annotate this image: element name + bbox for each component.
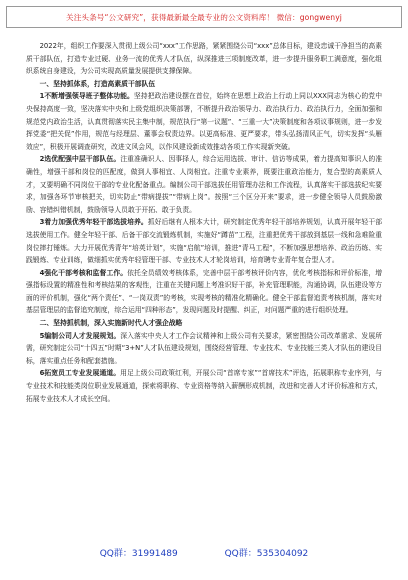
paragraph-text: 抓好后继有人根本大计，研究制定优秀年轻干部培养规划，认真开展年轻干部选拔使用工作。健全年轻干部、后备干部交流锻炼机制，实施好“蹲苗”工程，注重把优秀干部放到基层一线和急难险重岗位摔打锤炼。大力开展优秀青年“培英计划”，实施“启航”培训，推进“青马工程”，不断加强思想培养、政治历练、实践锻炼、专业训练，做细抓实优秀年轻管理干部、专业技术人才轮岗培训，培育聘专业青年复合型人才。 (26, 218, 383, 265)
paragraph (26, 90, 382, 153)
paragraph-text: 二、坚持抓机制，深入实施新时代人才强企战略 (39, 319, 183, 328)
paragraph-lead: 6拓宽员工专业发展通道。 (39, 369, 121, 378)
footer-qq-1: QQ群：31991489 (99, 549, 178, 559)
paragraph-lead: 2选优配强中层干部队伍。 (39, 155, 121, 164)
paragraph-lead: 3着力加强优秀年轻干部选拔培养。 (39, 218, 148, 227)
paragraph (26, 330, 382, 368)
section-heading (26, 78, 382, 91)
banner-text: 关注头条号“公文研究”，获得最新最全最专业的公文资料库！ 微信：gongwenyj (66, 12, 342, 22)
paragraph-text: 一、坚持抓体系，打造高素质干部队伍 (39, 79, 156, 88)
paragraph-text: 注重准确识人、因事择人，综合运用选拔、审计、信访等成果，着力提高知事识人的准确性，增强干部和岗位的匹配度，做到人事相宜、人岗相宜。注重专业素养，既要注重政治能力，复合型的高素质人才，又要明确不同岗位干部的专业化配备重点。编制公司干部选拔任用管理办法和工作流程，认真落实干部选拔纪实要求，加强各环节审核把关，切实防止“带病提拔”“带病上岗”。按照“三个区分开来”要求，进一步健全领导人员鼓励激励、容错纠错机制，鼓励领导人员敢于开拓、敢于负责。 (26, 155, 383, 214)
header-banner (6, 6, 402, 28)
paragraph-text: 坚持把政治建设摆在首位，始终在思想上政治上行动上同以XXX同志为核心的党中央保持高度一致，坚决落实中央和上级党组织决策部署，不断提升政治领导力、政治执行力、政治执行力，全面加强和规范党内政治生活，认真贯彻落实民主集中制，规范执行“第一议题”、“三重一大”决策制度和各项议事规则，进一步发挥党委“把关促”作用，规范与经理层、董事会权责边界。以更高标准、更严要求，带头弘扬清风正气，切实发挥“头雁效应”，积极开展调查研究，改进文风会风，以作风建设新成效推动各项工作实现新突破。 (26, 92, 382, 151)
paragraph-text: 依托全员绩效考核体系，完善中层干部考核评价内容，优化考核指标和评价标准，增强指标设置的精准性和考核结果的客观性，注重在关键问题上考准识好干部，补充管理职能，沟通协调，队伍建设等方面的评价机制，强化“两个责任”、“一岗双责”的考核，实现考核的精准化精确化。健全干部监督追责考核机制，落实对基层管理层的监督追究制度，综合运用“四种形态”，发现问题及时提醒、纠正，对问题严重的进行组织处理。 (26, 268, 383, 315)
paragraph (26, 267, 382, 317)
paragraph (26, 40, 382, 78)
paragraph-lead: 4强化干部考核和监督工作。 (39, 268, 128, 277)
paragraph-text: 用足上级公司政策红利，开展公司“首席专家”“首席技术”评选，拓展职称专业序列，与专业技术和技能类岗位职业发展通道，探索将职称、专业资格等纳入薪酬形成机制，改进和完善人才评价标准和方式，拓展专业技术人才成长空间。 (26, 369, 383, 403)
paragraph (26, 216, 382, 266)
paragraph-lead: 1不断增强领导班子整体功能。 (39, 92, 134, 101)
footer-qq-2: QQ群：535304092 (224, 549, 309, 559)
section-heading (26, 317, 382, 330)
document-body (26, 40, 382, 405)
paragraph (26, 153, 382, 216)
footer (0, 546, 408, 559)
paragraph (26, 367, 382, 405)
paragraph-lead: 5编制公司人才发展规划。 (39, 331, 121, 340)
paragraph-text: 深入落实中央人才工作会议精神和上级公司有关要求，紧密围绕公司改革需求、发展所需，研究制定公司“十四五”时期“3+N”人才队伍建设规划，围绕经营管理、专业技术、专业技能三类人才队伍的建设目标，落实重点任务和配套措施。 (26, 331, 383, 365)
paragraph-text: 2022年，组织工作要深入贯彻上级公司“xxx”工作思路，紧紧围绕公司“xxx”总体目标，建设忠诚干净担当的高素质干部队伍，打造专业过硬、业务一流的优秀人才队伍，纵深推进三项制度改革，进一步提升服务职工满意度，强化组织系统自身建设，为公司实现高质量发展提供支撑保障。 (26, 42, 382, 76)
